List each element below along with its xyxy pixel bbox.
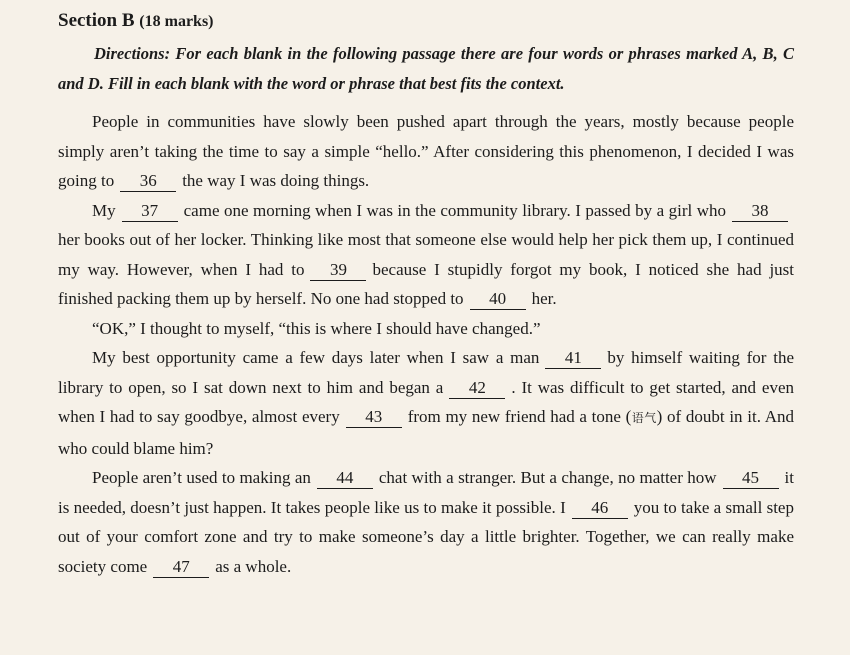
passage-text: from my new friend had a tone ( — [407, 407, 632, 426]
passage-text: came one morning when I was in the community library. I passed by a girl who — [183, 200, 726, 220]
paragraph-1 — [58, 107, 794, 196]
passage-text: you to take a small step out of your comfort zone and try to make someone’s day a little brighter. Together, we can really make society come — [58, 497, 794, 576]
blank-41: 41 — [545, 348, 601, 369]
section-name: Section B — [58, 10, 135, 31]
paragraph-5 — [58, 463, 794, 581]
passage-text: it is needed, doesn’t just happen. It takes people like us to make it possible. I — [58, 468, 794, 517]
paragraph-3 — [58, 314, 794, 344]
directions-text: Directions: For each blank in the following passage there are four words or phrases marked A, B, C and D. Fill in each blank with the word or phrase that best fits the context. — [58, 44, 794, 93]
blank-46: 46 — [572, 498, 628, 519]
passage-text: My best opportunity came a few days later when I saw a man — [92, 348, 540, 367]
blank-47: 47 — [153, 557, 209, 578]
passage-text: People aren’t used to making an — [92, 468, 311, 487]
blank-44: 44 — [317, 468, 373, 489]
paragraph-2 — [58, 196, 794, 314]
passage-text: the way I was doing things. — [182, 171, 370, 190]
passage-text: chat with a stranger. But a change, no matter how — [378, 468, 717, 487]
blank-43: 43 — [346, 407, 402, 428]
passage-text: . It was difficult to get started, and even when I had to say goodbye, almost every — [58, 377, 795, 426]
passage-text: as a whole. — [215, 556, 292, 576]
blank-40: 40 — [470, 289, 526, 310]
blank-45: 45 — [723, 468, 779, 489]
passage-text: People in communities have slowly been pushed apart through the years, mostly because people simply aren’t taking the time to say a simple “hello.” After considering this phenomenon, I decided I was going to — [58, 112, 794, 190]
paragraph-4 — [58, 343, 794, 463]
section-title — [58, 8, 794, 35]
passage-text: her. — [531, 289, 557, 308]
blank-38: 38 — [732, 201, 788, 222]
passage-text: because I stupidly forgot my book, I noticed she had just finished packing them up by herself. No one had stopped to — [58, 259, 794, 308]
passage-text: My — [92, 200, 116, 220]
passage-text: her books out of her locker. Thinking like most that someone else would help her pick them up, I continued my way. However, when I had to — [58, 230, 794, 279]
section-marks: (18 marks) — [139, 13, 214, 30]
blank-37: 37 — [122, 201, 178, 222]
chinese-note: 语气 — [631, 411, 657, 425]
passage-text: ) of doubt in it. And who could blame him? — [58, 407, 794, 458]
passage-text: by himself waiting for the library to open, so I sat down next to him and began a — [58, 348, 794, 397]
blank-42: 42 — [449, 378, 505, 399]
passage-text: “OK,” I thought to myself, “this is where I should have changed.” — [92, 318, 541, 338]
blank-36: 36 — [120, 171, 176, 192]
blank-39: 39 — [310, 260, 366, 281]
passage — [58, 107, 794, 581]
